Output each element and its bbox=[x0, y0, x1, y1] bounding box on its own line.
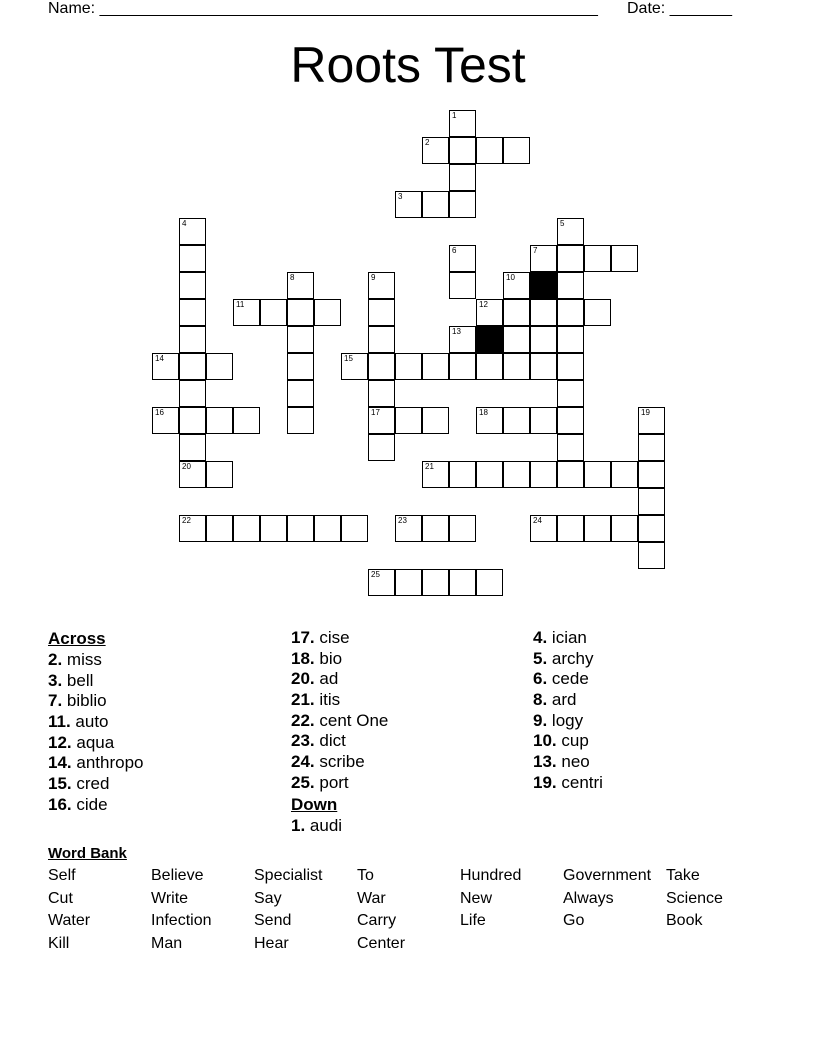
clue-number: 15 bbox=[344, 354, 353, 363]
clue-number-label: 25. bbox=[291, 772, 315, 792]
clue-item bbox=[533, 711, 603, 732]
crossword-cell[interactable] bbox=[449, 272, 476, 299]
crossword-cell[interactable] bbox=[557, 326, 584, 353]
crossword-cell[interactable] bbox=[449, 164, 476, 191]
word-bank-item: Send bbox=[254, 912, 292, 930]
clue-item bbox=[533, 649, 603, 670]
crossword-cell[interactable] bbox=[179, 326, 206, 353]
crossword-cell[interactable] bbox=[503, 461, 530, 488]
clue-item bbox=[48, 712, 143, 733]
crossword-cell[interactable] bbox=[179, 299, 206, 326]
clue-number: 16 bbox=[155, 408, 164, 417]
crossword-cell[interactable] bbox=[503, 272, 530, 299]
clue-number-label: 17. bbox=[291, 628, 315, 647]
clue-number: 20 bbox=[182, 462, 191, 471]
crossword-cell[interactable] bbox=[314, 299, 341, 326]
clue-number: 7 bbox=[533, 246, 538, 255]
word-bank-item: Government bbox=[563, 867, 652, 884]
clue-text: miss bbox=[62, 650, 102, 669]
crossword-cell[interactable] bbox=[476, 407, 503, 434]
crossword-cell[interactable] bbox=[476, 137, 503, 164]
clue-text: ician bbox=[547, 628, 587, 647]
word-bank-item: Hundred bbox=[460, 867, 522, 884]
crossword-cell[interactable] bbox=[530, 299, 557, 326]
crossword-cell[interactable] bbox=[611, 245, 638, 272]
clue-text: ad bbox=[314, 669, 339, 689]
word-bank-item: Write bbox=[151, 889, 189, 907]
clue-number-label: 23. bbox=[291, 731, 315, 751]
crossword-cell[interactable] bbox=[584, 299, 611, 326]
clue-text: logy bbox=[547, 710, 584, 730]
crossword-block bbox=[476, 326, 503, 353]
clue-text: ard bbox=[547, 690, 577, 710]
crossword-cell[interactable] bbox=[233, 407, 260, 434]
word-bank-item: War bbox=[357, 889, 386, 907]
crossword-cell[interactable] bbox=[341, 515, 368, 542]
crossword-cell[interactable] bbox=[638, 488, 665, 515]
word-bank-item: Hear bbox=[254, 935, 289, 953]
word-bank-item: Science bbox=[666, 889, 723, 907]
crossword-cell[interactable] bbox=[179, 515, 206, 542]
clue-text: auto bbox=[70, 712, 109, 732]
clue-item bbox=[48, 795, 143, 816]
clue-number-label: 24. bbox=[291, 752, 315, 772]
crossword-cell[interactable] bbox=[179, 245, 206, 272]
crossword-cell[interactable] bbox=[476, 353, 503, 380]
clue-item bbox=[291, 816, 388, 837]
crossword-cell[interactable] bbox=[557, 353, 584, 380]
clue-number: 11 bbox=[236, 300, 245, 309]
clue-number-label: 8. bbox=[533, 690, 548, 710]
word-bank-item: Infection bbox=[151, 912, 212, 930]
crossword-cell[interactable] bbox=[611, 515, 638, 542]
clue-item bbox=[291, 628, 388, 649]
clue-number: 8 bbox=[290, 273, 295, 282]
crossword-cell[interactable] bbox=[557, 245, 584, 272]
clue-text: centri bbox=[556, 772, 603, 792]
word-bank-heading: Word Bank bbox=[48, 845, 127, 862]
crossword-cell[interactable] bbox=[449, 326, 476, 353]
word-bank-item: Life bbox=[460, 912, 486, 930]
clue-text: anthropo bbox=[71, 753, 144, 773]
crossword-cell[interactable] bbox=[422, 353, 449, 380]
clue-item bbox=[291, 669, 388, 690]
crossword-cell[interactable] bbox=[368, 407, 395, 434]
clue-text: cede bbox=[547, 669, 589, 689]
crossword-cell[interactable] bbox=[287, 380, 314, 407]
crossword-cell[interactable] bbox=[368, 272, 395, 299]
clue-number-label: 20. bbox=[291, 669, 315, 689]
word-bank-item: Kill bbox=[48, 935, 70, 953]
crossword-cell[interactable] bbox=[422, 569, 449, 596]
clue-number-label: 19. bbox=[533, 772, 557, 792]
clue-item bbox=[291, 773, 388, 794]
crossword-cell[interactable] bbox=[341, 353, 368, 380]
word-bank-item: Water bbox=[48, 912, 91, 930]
clue-item bbox=[291, 711, 388, 732]
clue-text: scribe bbox=[314, 752, 365, 772]
crossword-cell[interactable] bbox=[557, 461, 584, 488]
clue-text: bell bbox=[62, 670, 94, 690]
clue-text: bio bbox=[314, 648, 343, 668]
crossword-cell[interactable] bbox=[584, 461, 611, 488]
word-bank-item: Man bbox=[151, 935, 183, 953]
crossword-cell[interactable] bbox=[233, 515, 260, 542]
crossword-cell[interactable] bbox=[449, 245, 476, 272]
crossword-cell[interactable] bbox=[179, 434, 206, 461]
crossword-cell[interactable] bbox=[530, 515, 557, 542]
clue-number-label: 1. bbox=[291, 815, 306, 835]
clue-item bbox=[533, 669, 603, 690]
crossword-cell[interactable] bbox=[449, 110, 476, 137]
word-bank-item: Always bbox=[563, 889, 614, 907]
word-bank-item: Self bbox=[48, 867, 76, 884]
clue-number-label: 3. bbox=[48, 670, 63, 690]
clue-item bbox=[291, 731, 388, 752]
clue-text: cent One bbox=[314, 710, 389, 730]
crossword-cell[interactable] bbox=[179, 218, 206, 245]
clue-item bbox=[533, 773, 603, 794]
clue-number: 22 bbox=[182, 516, 191, 525]
clue-number-label: 16. bbox=[48, 794, 72, 814]
crossword-cell[interactable] bbox=[449, 191, 476, 218]
crossword-cell[interactable] bbox=[530, 326, 557, 353]
clue-text: archy bbox=[547, 648, 594, 668]
clue-number: 6 bbox=[452, 246, 457, 255]
clue-number-label: 15. bbox=[48, 774, 72, 794]
crossword-cell[interactable] bbox=[179, 461, 206, 488]
clue-item bbox=[48, 733, 143, 754]
clue-text: biblio bbox=[62, 691, 107, 711]
crossword-cell[interactable] bbox=[557, 407, 584, 434]
crossword-cell[interactable] bbox=[638, 542, 665, 569]
clue-number-label: 4. bbox=[533, 628, 548, 647]
crossword-cell[interactable] bbox=[530, 353, 557, 380]
clue-number: 2 bbox=[425, 138, 430, 147]
crossword-cell[interactable] bbox=[179, 272, 206, 299]
crossword-cell[interactable] bbox=[584, 515, 611, 542]
crossword-cell[interactable] bbox=[557, 218, 584, 245]
word-bank-item: Go bbox=[563, 912, 585, 930]
clue-text: aqua bbox=[71, 732, 115, 752]
crossword-cell[interactable] bbox=[395, 191, 422, 218]
clue-number: 14 bbox=[155, 354, 164, 363]
clue-number-label: 11. bbox=[48, 712, 71, 732]
word-bank-item: Book bbox=[666, 912, 703, 930]
clue-number: 13 bbox=[452, 327, 461, 336]
clue-number: 3 bbox=[398, 192, 403, 201]
crossword-cell[interactable] bbox=[152, 353, 179, 380]
clue-text: cup bbox=[556, 731, 589, 751]
crossword-cell[interactable] bbox=[206, 407, 233, 434]
clue-number: 9 bbox=[371, 273, 376, 282]
clue-number: 5 bbox=[560, 219, 565, 228]
word-bank-item: Center bbox=[357, 935, 406, 953]
word-bank-item: New bbox=[460, 889, 493, 907]
clue-number-label: 10. bbox=[533, 731, 557, 751]
crossword-cell[interactable] bbox=[395, 569, 422, 596]
clue-number-label: 22. bbox=[291, 710, 315, 730]
clue-item bbox=[48, 691, 143, 712]
clue-number-label: 12. bbox=[48, 732, 72, 752]
clue-number: 25 bbox=[371, 570, 380, 579]
crossword-cell[interactable] bbox=[557, 380, 584, 407]
crossword-cell[interactable] bbox=[449, 353, 476, 380]
clue-text: cise bbox=[314, 628, 350, 647]
crossword-cell[interactable] bbox=[449, 515, 476, 542]
clue-number-label: 6. bbox=[533, 669, 548, 689]
clue-number-label: 18. bbox=[291, 648, 315, 668]
crossword-cell[interactable] bbox=[368, 569, 395, 596]
crossword-cell[interactable] bbox=[503, 326, 530, 353]
clue-item bbox=[48, 774, 143, 795]
crossword-cell[interactable] bbox=[530, 461, 557, 488]
clue-text: neo bbox=[556, 752, 590, 772]
crossword-cell[interactable] bbox=[260, 299, 287, 326]
crossword-cell[interactable] bbox=[395, 353, 422, 380]
crossword-cell[interactable] bbox=[368, 380, 395, 407]
crossword-cell[interactable] bbox=[638, 434, 665, 461]
crossword-cell[interactable] bbox=[476, 299, 503, 326]
clue-text: port bbox=[314, 772, 349, 792]
clue-number: 1 bbox=[452, 111, 457, 120]
clue-number: 10 bbox=[506, 273, 515, 282]
crossword-cell[interactable] bbox=[557, 434, 584, 461]
clue-number-label: 7. bbox=[48, 691, 63, 711]
crossword-cell[interactable] bbox=[314, 515, 341, 542]
clue-text: cred bbox=[71, 774, 110, 794]
clue-text: cide bbox=[71, 794, 108, 814]
crossword-cell[interactable] bbox=[422, 191, 449, 218]
name-field-label: Name: ________________________________________________________ bbox=[48, 0, 598, 17]
clue-number: 17 bbox=[371, 408, 380, 417]
clue-item bbox=[48, 650, 143, 671]
crossword-cell[interactable] bbox=[152, 407, 179, 434]
clue-number-label: 21. bbox=[291, 690, 315, 710]
crossword-cell[interactable] bbox=[476, 461, 503, 488]
date-field-label: Date: _______ bbox=[627, 0, 732, 17]
word-bank-item: Cut bbox=[48, 889, 73, 907]
word-bank-item: Take bbox=[666, 867, 700, 884]
crossword-cell[interactable] bbox=[449, 569, 476, 596]
crossword-cell[interactable] bbox=[395, 515, 422, 542]
crossword-cell[interactable] bbox=[287, 272, 314, 299]
down-heading: Down bbox=[291, 794, 338, 814]
word-bank-item: To bbox=[357, 867, 374, 884]
crossword-cell[interactable] bbox=[638, 407, 665, 434]
crossword-cell[interactable] bbox=[287, 407, 314, 434]
across-heading: Across bbox=[48, 629, 106, 648]
crossword-cell[interactable] bbox=[206, 353, 233, 380]
clue-number: 21 bbox=[425, 462, 434, 471]
clue-item bbox=[533, 752, 603, 773]
clue-column-2 bbox=[291, 628, 388, 836]
crossword-cell[interactable] bbox=[422, 461, 449, 488]
crossword-cell[interactable] bbox=[368, 299, 395, 326]
clue-item bbox=[48, 753, 143, 774]
crossword-cell[interactable] bbox=[611, 461, 638, 488]
clue-item bbox=[291, 649, 388, 670]
crossword-cell[interactable] bbox=[287, 326, 314, 353]
clue-number-label: 5. bbox=[533, 648, 548, 668]
word-bank-item: Carry bbox=[357, 912, 397, 930]
word-bank-item: Specialist bbox=[254, 867, 323, 884]
clue-item bbox=[533, 690, 603, 711]
crossword-cell[interactable] bbox=[503, 137, 530, 164]
crossword-cell[interactable] bbox=[287, 515, 314, 542]
crossword-cell[interactable] bbox=[233, 299, 260, 326]
crossword-cell[interactable] bbox=[449, 137, 476, 164]
crossword-block bbox=[530, 272, 557, 299]
crossword-cell[interactable] bbox=[557, 515, 584, 542]
clue-number: 23 bbox=[398, 516, 407, 525]
clue-item bbox=[291, 690, 388, 711]
crossword-cell[interactable] bbox=[557, 299, 584, 326]
crossword-cell[interactable] bbox=[503, 299, 530, 326]
crossword-cell[interactable] bbox=[449, 461, 476, 488]
clue-number: 12 bbox=[479, 300, 488, 309]
crossword-cell[interactable] bbox=[476, 569, 503, 596]
crossword-cell[interactable] bbox=[422, 137, 449, 164]
clue-number-label: 14. bbox=[48, 753, 72, 773]
crossword-cell[interactable] bbox=[287, 299, 314, 326]
clue-number: 24 bbox=[533, 516, 542, 525]
clue-number: 18 bbox=[479, 408, 488, 417]
crossword-cell[interactable] bbox=[503, 353, 530, 380]
clue-item bbox=[533, 731, 603, 752]
crossword-cell[interactable] bbox=[530, 245, 557, 272]
crossword-cell[interactable] bbox=[395, 407, 422, 434]
clue-column-1 bbox=[48, 628, 143, 816]
crossword-cell[interactable] bbox=[503, 407, 530, 434]
crossword-cell[interactable] bbox=[422, 515, 449, 542]
crossword-cell[interactable] bbox=[638, 461, 665, 488]
crossword-cell[interactable] bbox=[260, 515, 287, 542]
crossword-cell[interactable] bbox=[206, 515, 233, 542]
clue-number-label: 2. bbox=[48, 650, 63, 669]
crossword-cell[interactable] bbox=[530, 407, 557, 434]
crossword-cell[interactable] bbox=[422, 407, 449, 434]
word-bank-item: Say bbox=[254, 889, 282, 907]
crossword-cell[interactable] bbox=[368, 434, 395, 461]
clue-item bbox=[533, 628, 603, 649]
clue-text: itis bbox=[314, 690, 341, 710]
crossword-cell[interactable] bbox=[368, 353, 395, 380]
crossword-cell[interactable] bbox=[179, 407, 206, 434]
clue-number-label: 13. bbox=[533, 752, 557, 772]
crossword-cell[interactable] bbox=[287, 353, 314, 380]
crossword-cell[interactable] bbox=[179, 353, 206, 380]
clue-item bbox=[291, 752, 388, 773]
clue-number-label: 9. bbox=[533, 710, 548, 730]
page-title: Roots Test bbox=[290, 37, 526, 93]
clue-item bbox=[48, 671, 143, 692]
clue-column-3 bbox=[533, 628, 603, 794]
crossword-cell[interactable] bbox=[368, 326, 395, 353]
crossword-cell[interactable] bbox=[584, 245, 611, 272]
crossword-cell[interactable] bbox=[179, 380, 206, 407]
crossword-cell[interactable] bbox=[206, 461, 233, 488]
crossword-cell[interactable] bbox=[638, 515, 665, 542]
word-bank-item: Believe bbox=[151, 867, 204, 884]
crossword-cell[interactable] bbox=[557, 272, 584, 299]
clue-text: dict bbox=[314, 731, 346, 751]
clue-number: 19 bbox=[641, 408, 650, 417]
clue-number: 4 bbox=[182, 219, 187, 228]
clue-text: audi bbox=[305, 815, 343, 835]
